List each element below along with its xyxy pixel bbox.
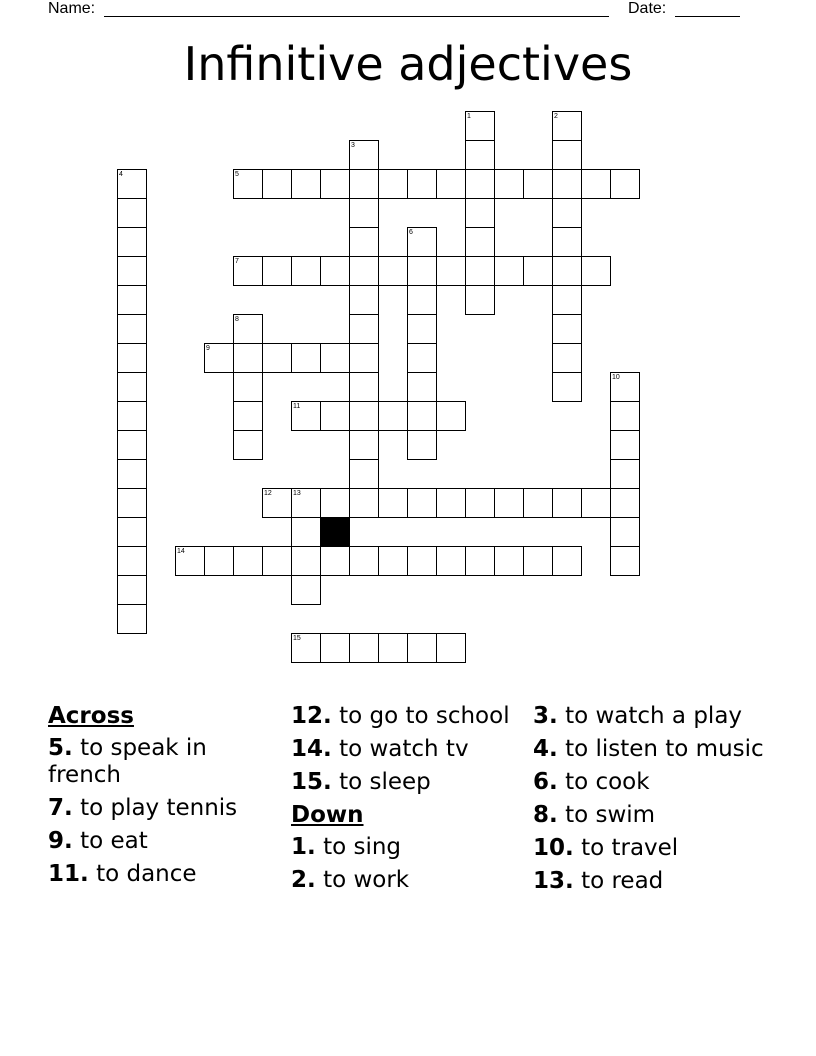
crossword-cell[interactable] (117, 314, 147, 344)
crossword-cell[interactable] (117, 430, 147, 460)
crossword-cell[interactable] (349, 401, 379, 431)
crossword-cell[interactable] (552, 285, 582, 315)
crossword-cell[interactable] (291, 343, 321, 373)
crossword-cell[interactable] (552, 227, 582, 257)
black-square (320, 517, 350, 547)
crossword-cell[interactable] (117, 517, 147, 547)
crossword-cell[interactable] (320, 343, 350, 373)
crossword-cell[interactable] (465, 198, 495, 228)
crossword-cell[interactable] (407, 546, 437, 576)
clue-down-10 (533, 835, 768, 862)
crossword-cell[interactable] (378, 169, 408, 199)
clue-column-2 (291, 703, 526, 900)
clue-text: to work (323, 867, 410, 893)
cell-number: 9 (206, 345, 210, 352)
crossword-cell[interactable] (291, 546, 321, 576)
cell-number: 4 (119, 171, 123, 178)
crossword-cell[interactable] (349, 256, 379, 286)
crossword-cell[interactable] (262, 256, 292, 286)
crossword-cell[interactable] (320, 169, 350, 199)
crossword-cell[interactable] (552, 488, 582, 518)
crossword-cell[interactable] (610, 372, 640, 402)
crossword-cell[interactable] (117, 459, 147, 489)
crossword-cell[interactable] (291, 633, 321, 663)
crossword-cell[interactable] (610, 546, 640, 576)
clue-text: to cook (565, 769, 650, 795)
crossword-cell[interactable] (378, 488, 408, 518)
cell-number: 12 (264, 490, 272, 497)
crossword-cell[interactable] (349, 140, 379, 170)
crossword-cell[interactable] (349, 430, 379, 460)
clue-number: 5. (48, 735, 73, 761)
crossword-cell[interactable] (552, 372, 582, 402)
crossword-cell[interactable] (436, 256, 466, 286)
crossword-cell[interactable] (610, 401, 640, 431)
crossword-cell[interactable] (349, 343, 379, 373)
clue-number: 7. (48, 795, 73, 821)
crossword-cell[interactable] (552, 314, 582, 344)
crossword-cell[interactable] (494, 256, 524, 286)
crossword-cell[interactable] (117, 575, 147, 605)
crossword-cell[interactable] (407, 285, 437, 315)
clue-across-7 (48, 795, 283, 822)
clue-across-12 (291, 703, 526, 730)
crossword-cell[interactable] (407, 169, 437, 199)
crossword-cell[interactable] (610, 488, 640, 518)
crossword-cell[interactable] (349, 488, 379, 518)
cell-number: 2 (554, 113, 558, 120)
crossword-cell[interactable] (349, 372, 379, 402)
crossword-cell[interactable] (320, 546, 350, 576)
clue-text: to dance (96, 861, 197, 887)
crossword-cell[interactable] (494, 169, 524, 199)
crossword-cell[interactable] (320, 488, 350, 518)
crossword-cell[interactable] (291, 401, 321, 431)
clue-number: 13. (533, 868, 574, 894)
clue-text: to speak in french (48, 735, 207, 788)
crossword-cell[interactable] (233, 546, 263, 576)
cell-number: 3 (351, 142, 355, 149)
crossword-cell[interactable] (465, 169, 495, 199)
page-title: Infinitive adjectives (183, 37, 633, 91)
clue-number: 15. (291, 769, 332, 795)
crossword-cell[interactable] (291, 575, 321, 605)
crossword-cell[interactable] (320, 633, 350, 663)
crossword-cell[interactable] (291, 169, 321, 199)
crossword-cell[interactable] (465, 546, 495, 576)
crossword-cell[interactable] (349, 633, 379, 663)
clue-down-13 (533, 868, 768, 895)
name-label: Name: (48, 0, 96, 17)
crossword-cell[interactable] (117, 488, 147, 518)
cell-number: 14 (177, 548, 185, 555)
cell-number: 5 (235, 171, 239, 178)
crossword-cell[interactable] (465, 285, 495, 315)
crossword-cell[interactable] (117, 343, 147, 373)
clue-text: to sleep (339, 769, 431, 795)
crossword-cell[interactable] (117, 169, 147, 199)
clue-down-2 (291, 867, 526, 894)
crossword-cell[interactable] (436, 633, 466, 663)
crossword-cell[interactable] (465, 256, 495, 286)
clue-number: 9. (48, 828, 73, 854)
clue-text: to watch a play (565, 703, 743, 729)
clue-down-1 (291, 834, 526, 861)
crossword-cell[interactable] (407, 401, 437, 431)
crossword-cell[interactable] (320, 401, 350, 431)
clue-number: 14. (291, 736, 332, 762)
clue-text: to sing (323, 834, 402, 860)
crossword-cell[interactable] (349, 227, 379, 257)
crossword-cell[interactable] (204, 546, 234, 576)
clue-across-5 (48, 735, 283, 789)
crossword-cell[interactable] (465, 111, 495, 141)
crossword-cell[interactable] (233, 372, 263, 402)
crossword-cell[interactable] (494, 546, 524, 576)
clue-text: to listen to music (565, 736, 764, 762)
crossword-cell[interactable] (581, 169, 611, 199)
crossword-cell[interactable] (349, 314, 379, 344)
crossword-cell[interactable] (552, 169, 582, 199)
clue-down-6 (533, 769, 768, 796)
crossword-cell[interactable] (117, 604, 147, 634)
crossword-cell[interactable] (552, 111, 582, 141)
crossword-cell[interactable] (407, 633, 437, 663)
clue-column-3 (533, 703, 768, 901)
crossword-cell[interactable] (523, 488, 553, 518)
crossword-cell[interactable] (552, 140, 582, 170)
clue-text: to go to school (339, 703, 510, 729)
crossword-cell[interactable] (233, 256, 263, 286)
crossword-cell[interactable] (262, 546, 292, 576)
clue-down-3 (533, 703, 768, 730)
crossword-cell[interactable] (407, 227, 437, 257)
crossword-cell[interactable] (262, 488, 292, 518)
crossword-cell[interactable] (378, 546, 408, 576)
crossword-cell[interactable] (552, 198, 582, 228)
clue-number: 11. (48, 861, 89, 887)
crossword-cell[interactable] (262, 169, 292, 199)
down-heading: Down (291, 802, 364, 828)
crossword-cell[interactable] (117, 227, 147, 257)
across-heading: Across (48, 703, 134, 729)
crossword-cell[interactable] (407, 488, 437, 518)
crossword-cell[interactable] (552, 546, 582, 576)
crossword-cell[interactable] (465, 140, 495, 170)
clue-text: to read (581, 868, 664, 894)
crossword-cell[interactable] (117, 372, 147, 402)
clue-text: to play tennis (80, 795, 238, 821)
cell-number: 10 (612, 374, 620, 381)
crossword-cell[interactable] (552, 343, 582, 373)
clue-text: to swim (565, 802, 656, 828)
clue-number: 4. (533, 736, 558, 762)
cell-number: 6 (409, 229, 413, 236)
cell-number: 13 (293, 490, 301, 497)
clue-across-14 (291, 736, 526, 763)
crossword-cell[interactable] (233, 314, 263, 344)
crossword-cell[interactable] (204, 343, 234, 373)
crossword-cell[interactable] (175, 546, 205, 576)
crossword-cell[interactable] (610, 517, 640, 547)
crossword-cell[interactable] (436, 401, 466, 431)
crossword-cell[interactable] (407, 343, 437, 373)
clue-number: 8. (533, 802, 558, 828)
crossword-cell[interactable] (465, 227, 495, 257)
clue-across-15 (291, 769, 526, 796)
crossword-cell[interactable] (378, 633, 408, 663)
clue-number: 6. (533, 769, 558, 795)
crossword-cell[interactable] (552, 256, 582, 286)
crossword-cell[interactable] (349, 198, 379, 228)
cell-number: 8 (235, 316, 239, 323)
clue-text: to eat (80, 828, 148, 854)
crossword-cell[interactable] (581, 256, 611, 286)
crossword-cell[interactable] (233, 430, 263, 460)
crossword-cell[interactable] (378, 256, 408, 286)
crossword-cell[interactable] (117, 256, 147, 286)
crossword-cell[interactable] (117, 285, 147, 315)
clue-text: to travel (581, 835, 679, 861)
crossword-cell[interactable] (349, 169, 379, 199)
clue-text: to watch tv (339, 736, 469, 762)
crossword-cell[interactable] (349, 459, 379, 489)
crossword-cell[interactable] (291, 517, 321, 547)
crossword-cell[interactable] (436, 546, 466, 576)
crossword-cell[interactable] (523, 546, 553, 576)
crossword-cell[interactable] (523, 256, 553, 286)
clue-across-11 (48, 861, 283, 888)
crossword-cell[interactable] (465, 488, 495, 518)
cell-number: 15 (293, 635, 301, 642)
crossword-cell[interactable] (117, 198, 147, 228)
crossword-cell[interactable] (291, 256, 321, 286)
clue-down-4 (533, 736, 768, 763)
crossword-cell[interactable] (610, 169, 640, 199)
crossword-cell[interactable] (407, 372, 437, 402)
crossword-cell[interactable] (407, 430, 437, 460)
clue-across-9 (48, 828, 283, 855)
crossword-cell[interactable] (378, 401, 408, 431)
crossword-cell[interactable] (407, 256, 437, 286)
cell-number: 1 (467, 113, 471, 120)
clue-column-1 (48, 703, 283, 894)
clue-down-8 (533, 802, 768, 829)
clue-number: 10. (533, 835, 574, 861)
clue-number: 1. (291, 834, 316, 860)
crossword-cell[interactable] (349, 546, 379, 576)
date-label: Date: (628, 0, 667, 17)
crossword-cell[interactable] (233, 343, 263, 373)
crossword-cell[interactable] (233, 401, 263, 431)
cell-number: 11 (293, 403, 301, 410)
crossword-cell[interactable] (581, 488, 611, 518)
crossword-cell[interactable] (349, 285, 379, 315)
crossword-cell[interactable] (320, 256, 350, 286)
crossword-cell[interactable] (436, 488, 466, 518)
crossword-cell[interactable] (117, 546, 147, 576)
cell-number: 7 (235, 258, 239, 265)
crossword-cell[interactable] (494, 488, 524, 518)
clue-number: 3. (533, 703, 558, 729)
crossword-cell[interactable] (407, 314, 437, 344)
crossword-cell[interactable] (436, 169, 466, 199)
clue-number: 2. (291, 867, 316, 893)
crossword-cell[interactable] (610, 430, 640, 460)
clue-number: 12. (291, 703, 332, 729)
crossword-cell[interactable] (262, 343, 292, 373)
crossword-cell[interactable] (610, 459, 640, 489)
crossword-cell[interactable] (291, 488, 321, 518)
crossword-cell[interactable] (523, 169, 553, 199)
crossword-cell[interactable] (233, 169, 263, 199)
crossword-cell[interactable] (117, 401, 147, 431)
